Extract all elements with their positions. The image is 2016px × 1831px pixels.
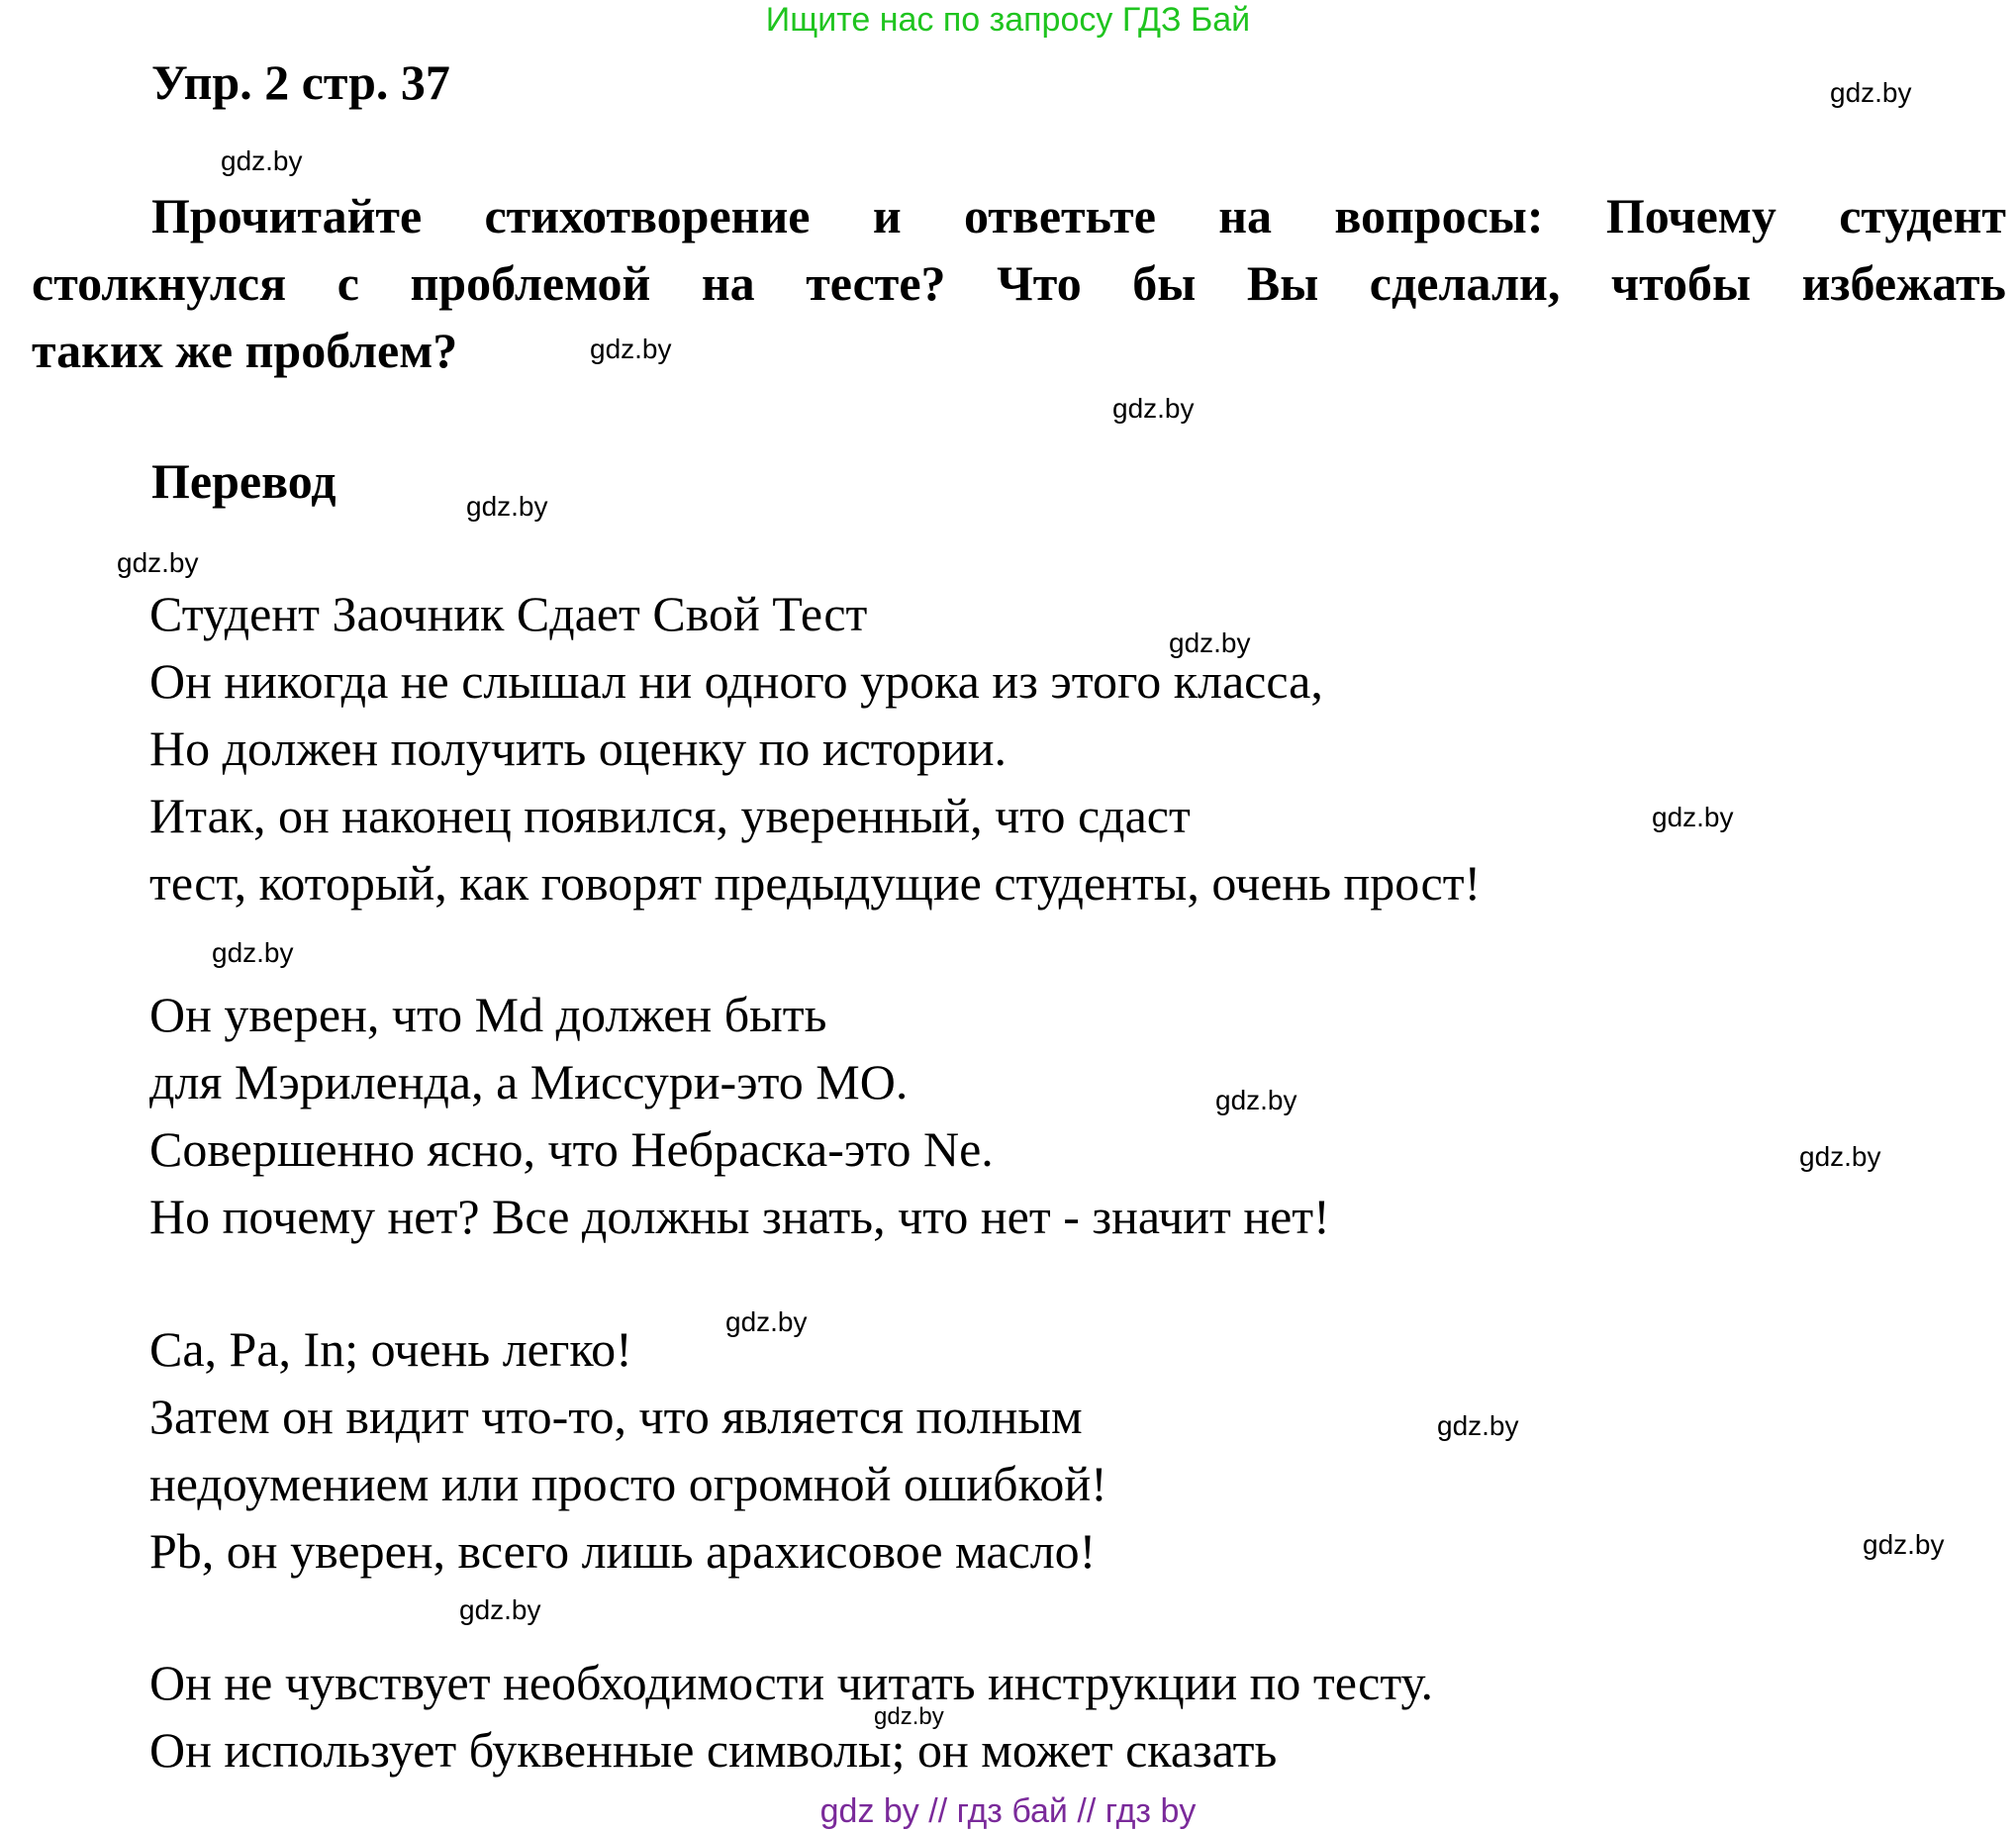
watermark: gdz.by — [1169, 627, 1251, 658]
poem-line: Совершенно ясно, что Небраска-это Ne. — [149, 1121, 994, 1177]
watermark: gdz.by — [466, 491, 548, 522]
task-line: таких же проблем? — [32, 323, 458, 378]
exercise-title: Упр. 2 стр. 37 — [151, 54, 450, 110]
translation-heading: Перевод — [151, 453, 336, 509]
poem-line: Ca, Pa, In; очень легко! — [149, 1321, 632, 1377]
watermark: gdz.by — [1215, 1085, 1297, 1115]
watermark: gdz.by — [221, 145, 303, 176]
watermark: gdz.by — [1799, 1141, 1881, 1172]
watermark: gdz.by — [1830, 77, 1912, 108]
watermark: gdz.by — [1437, 1410, 1519, 1441]
poem-line: Студент Заочник Сдает Свой Тест — [149, 586, 868, 641]
poem-line: Итак, он наконец появился, уверенный, что сдаст — [149, 788, 1191, 843]
poem-line: Затем он видит что-то, что является полным — [149, 1389, 1083, 1444]
watermark: gdz.by — [1863, 1529, 1945, 1560]
poem-line: Он никогда не слышал ни одного урока из этого класса, — [149, 653, 1323, 709]
watermark: gdz.by — [117, 547, 199, 578]
watermark: gdz.by — [874, 1703, 944, 1730]
watermark: gdz.by — [590, 334, 672, 364]
watermark: gdz.by — [212, 937, 294, 968]
watermark: gdz.by — [725, 1306, 808, 1337]
watermark: gdz.by — [1112, 393, 1195, 424]
task-text — [32, 182, 2006, 384]
poem-line: Он уверен, что Md должен быть — [149, 987, 827, 1042]
watermark: gdz.by — [459, 1594, 541, 1625]
poem-line: недоумением или просто огромной ошибкой! — [149, 1456, 1107, 1511]
task-line: столкнулся с проблемой на тесте? Что бы Вы сделали, чтобы избежать — [32, 255, 2006, 311]
footer-links: gdz by // гдз бай // гдз by — [819, 1792, 1197, 1830]
poem-line: Он не чувствует необходимости читать инструкции по тесту. — [149, 1655, 1434, 1710]
poem-line: для Мэриленда, а Миссури-это МО. — [149, 1054, 909, 1109]
poem-line: Pb, он уверен, всего лишь арахисовое масло! — [149, 1523, 1097, 1579]
watermark: gdz.by — [1652, 802, 1734, 832]
top-banner: Ищите нас по запросу ГДЗ Бай — [765, 1, 1251, 39]
poem-line: Он использует буквенные символы; он может сказать — [149, 1722, 1278, 1778]
poem-line: Но почему нет? Все должны знать, что нет - значит нет! — [149, 1189, 1330, 1244]
poem-line: тест, который, как говорят предыдущие студенты, очень прост! — [149, 855, 1482, 911]
task-line: Прочитайте стихотворение и ответьте на вопросы: Почему студент — [151, 188, 2006, 243]
poem-line: Но должен получить оценку по истории. — [149, 721, 1007, 776]
